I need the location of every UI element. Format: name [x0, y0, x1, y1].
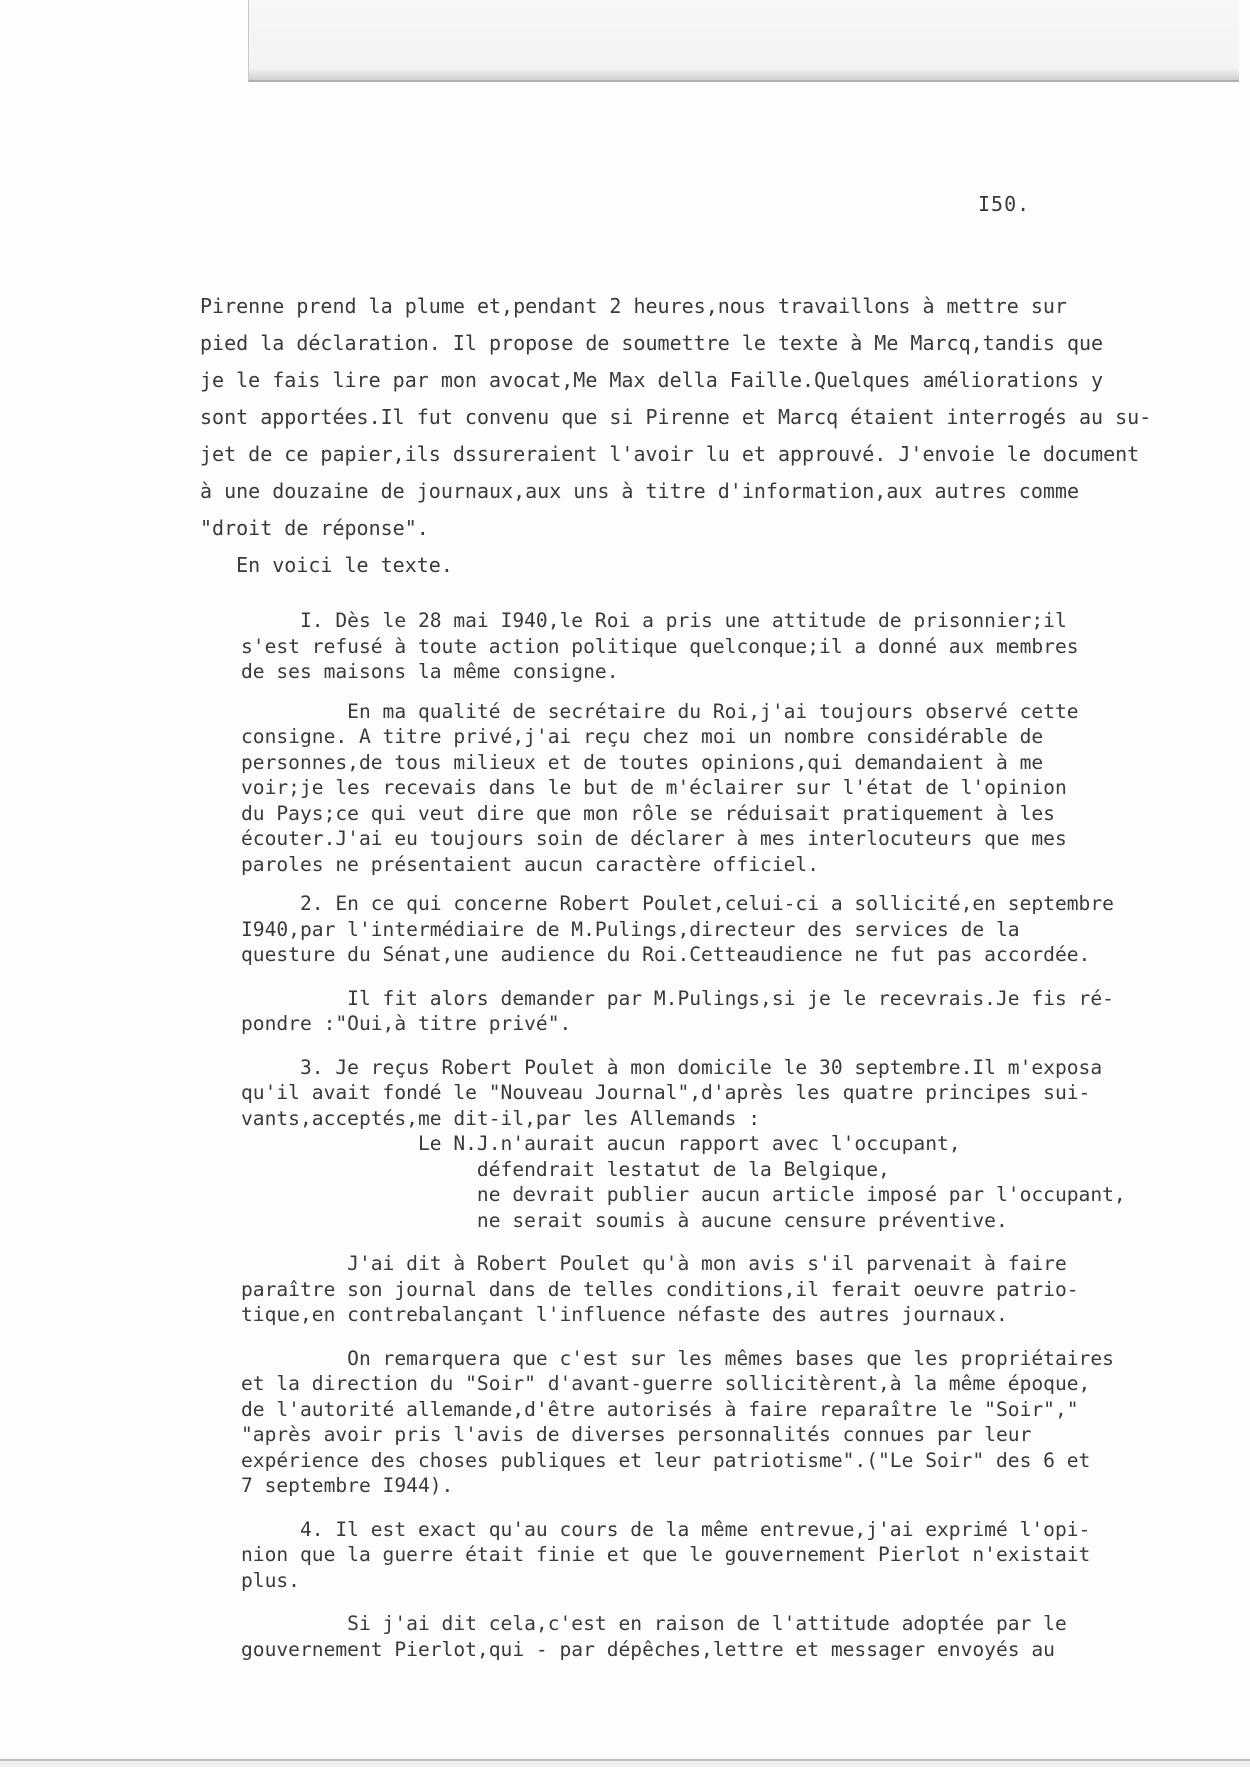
text-line: du Pays;ce qui veut dire que mon rôle se réduisait pratiquement à les: [241, 801, 1055, 825]
declaration-point-2: [241, 891, 1201, 968]
intro-paragraph: [200, 288, 1160, 584]
text-line: J'ai dit à Robert Poulet qu'à mon avis s'il parvenait à faire: [241, 1252, 1067, 1275]
text-line: En voici le texte.: [200, 553, 453, 577]
text-line: Pirenne prend la plume et,pendant 2 heures,nous travaillons à mettre sur: [200, 294, 1067, 318]
text-line: qu'il avait fondé le "Nouveau Journal",d'après les quatre principes sui-: [241, 1081, 1091, 1104]
declaration-point-4: [241, 1517, 1201, 1594]
text-line: I. Dès le 28 mai I940,le Roi a pris une attitude de prisonnier;il: [241, 609, 1067, 632]
text-line: I940,par l'intermédiaire de M.Pulings,directeur des services de la: [241, 917, 1020, 941]
text-line: En ma qualité de secrétaire du Roi,j'ai toujours observé cette: [241, 699, 1079, 723]
text-line: paraître son journal dans de telles conditions,il ferait oeuvre patrio-: [241, 1277, 1079, 1301]
text-line: de l'autorité allemande,d'être autorisés à faire reparaître le "Soir",": [241, 1397, 1079, 1421]
text-line: ne devrait publier aucun article imposé par l'occupant,: [241, 1183, 1126, 1206]
text-line: Le N.J.n'aurait aucun rapport avec l'occupant,: [241, 1132, 961, 1155]
text-line: 7 septembre I944).: [241, 1474, 454, 1497]
text-line: voir;je les recevais dans le but de m'éclairer sur l'état de l'opinion: [241, 776, 1067, 799]
text-line: à une douzaine de journaux,aux uns à titre d'information,aux autres comme: [200, 479, 1079, 503]
text-line: pied la déclaration. Il propose de soumettre le texte à Me Marcq,tandis que: [200, 331, 1104, 355]
text-line: consigne. A titre privé,j'ai reçu chez moi un nombre considérable de: [241, 725, 1044, 748]
text-line: je le fais lire par mon avocat,Me Max della Faille.Quelques améliorations y: [200, 368, 1104, 392]
text-line: 3. Je reçus Robert Poulet à mon domicile le 30 septembre.Il m'exposa: [241, 1055, 1103, 1079]
text-line: vants,acceptés,me dit-il,par les Allemands :: [241, 1106, 761, 1130]
text-line: 2. En ce qui concerne Robert Poulet,celui-ci a sollicité,en septembre: [241, 892, 1114, 915]
text-line: défendrait lestatut de la Belgique,: [241, 1157, 890, 1181]
text-line: tique,en contrebalançant l'influence néfaste des autres journaux.: [241, 1303, 1008, 1326]
text-line: "après avoir pris l'avis de diverses personnalités connues par leur: [241, 1423, 1032, 1446]
text-line: Il fit alors demander par M.Pulings,si je le recevrais.Je fis ré-: [241, 986, 1114, 1010]
declaration-text: [241, 608, 1201, 1662]
declaration-point-1: [241, 608, 1201, 685]
text-line: 4. Il est exact qu'au cours de la même entrevue,j'ai exprimé l'opi-: [241, 1517, 1091, 1541]
text-line: questure du Sénat,une audience du Roi.Cetteaudience ne fut pas accordée.: [241, 943, 1091, 966]
text-line: nion que la guerre était finie et que le gouvernement Pierlot n'existait: [241, 1543, 1091, 1566]
text-line: s'est refusé à toute action politique quelconque;il a donné aux membres: [241, 634, 1079, 658]
text-line: ne serait soumis à aucune censure préventive.: [241, 1208, 1008, 1232]
text-line: pondre :"Oui,à titre privé".: [241, 1012, 572, 1035]
text-line: Si j'ai dit cela,c'est en raison de l'attitude adoptée par le: [241, 1612, 1067, 1635]
text-line: et la direction du "Soir" d'avant-guerre sollicitèrent,à la même époque,: [241, 1372, 1091, 1395]
text-line: de ses maisons la même consigne.: [241, 660, 619, 683]
page-number: I50.: [978, 192, 1031, 216]
scan-bottom-edge: [0, 1759, 1250, 1767]
text-line: gouvernement Pierlot,qui - par dépêches,lettre et messager envoyés au: [241, 1637, 1055, 1661]
declaration-paragraph: [241, 1346, 1201, 1499]
text-line: expérience des choses publiques et leur patriotisme".("Le Soir" des 6 et: [241, 1448, 1091, 1472]
declaration-point-3: [241, 1055, 1201, 1234]
text-line: On remarquera que c'est sur les mêmes bases que les propriétaires: [241, 1346, 1114, 1370]
text-line: écouter.J'ai eu toujours soin de déclarer à mes interlocuteurs que mes: [241, 827, 1067, 850]
text-line: plus.: [241, 1568, 300, 1592]
text-line: sont apportées.Il fut convenu que si Pirenne et Marcq étaient interrogés au su-: [200, 405, 1152, 429]
text-line: "droit de réponse".: [200, 516, 429, 540]
scan-top-edge: [248, 0, 1239, 82]
declaration-paragraph: [241, 1611, 1201, 1662]
declaration-paragraph: [241, 699, 1201, 878]
text-line: paroles ne présentaient aucun caractère officiel.: [241, 852, 820, 876]
declaration-paragraph: [241, 1251, 1201, 1328]
declaration-paragraph: [241, 986, 1201, 1037]
text-line: personnes,de tous milieux et de toutes opinions,qui demandaient à me: [241, 750, 1044, 774]
text-line: jet de ce papier,ils dssureraient l'avoir lu et approuvé. J'envoie le document: [200, 442, 1140, 466]
